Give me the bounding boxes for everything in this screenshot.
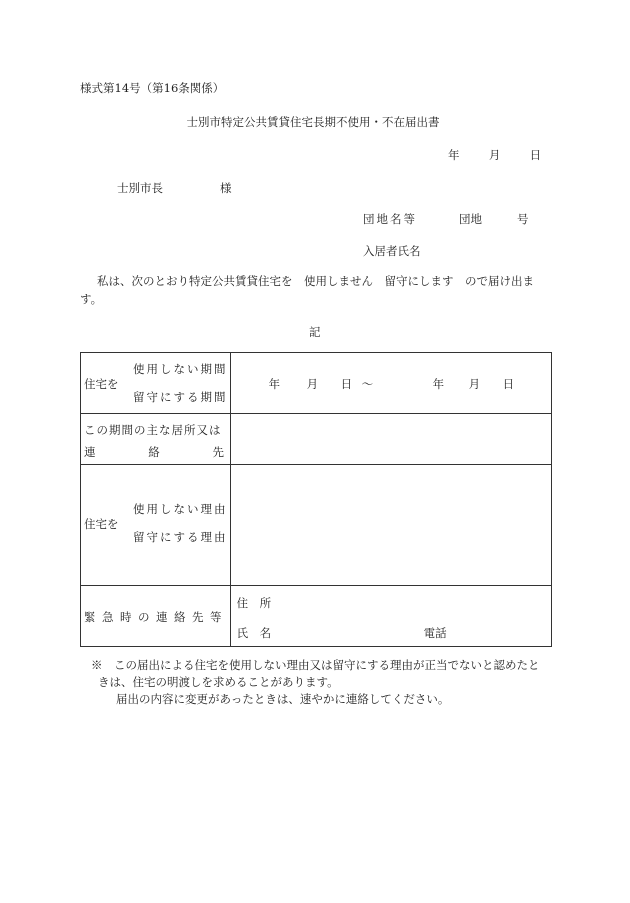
day-label: 日 [529, 148, 542, 162]
table-row-period [81, 353, 552, 414]
address-label [363, 211, 415, 227]
footnote-line-2: きは、住宅の明渡しを求めることがあります。 [98, 675, 339, 689]
residence-label-line2: 連 絡 先 [84, 445, 224, 459]
end-day-label: 日 [502, 377, 515, 391]
go-label: 号 [517, 212, 529, 226]
address-label-text: 団 地 名 等 [363, 212, 415, 226]
residence-label-cell [81, 414, 231, 465]
title-text: 士別市特定公共賃貸住宅長期不使用・不在届出書 [186, 115, 440, 129]
residence-label-line1: この期間の主な居所又は [84, 423, 222, 437]
document-title [0, 114, 630, 130]
end-year-label: 年 [432, 377, 445, 391]
emergency-name-label: 氏 名 [236, 626, 272, 640]
reason-label-cell [81, 465, 231, 586]
danchi-label: 団地 [459, 212, 482, 226]
period-label-cell [81, 353, 231, 414]
year-label: 年 [448, 148, 460, 162]
table-row-reason [81, 465, 552, 586]
emergency-address-label: 住 所 [236, 596, 272, 610]
body-line-2: す。 [80, 292, 103, 306]
absent-period-option: 留守にする期間 [133, 390, 228, 404]
footnote [80, 657, 555, 708]
residence-value-cell[interactable] [230, 414, 551, 465]
form-number: 様式第14号（第16条関係） [80, 81, 225, 95]
date-line [448, 147, 541, 163]
range-separator: ～ [361, 377, 374, 391]
start-day-label: 日 [340, 377, 353, 391]
emergency-value-cell[interactable] [230, 586, 551, 647]
jutaku-label: 住宅を [84, 377, 119, 391]
emergency-phone-label: 電話 [423, 626, 447, 640]
body-line-1: 私は、次のとおり特定公共賃貸住宅を 使用しません 留守にします ので届け出ま [97, 274, 534, 288]
unused-period-option: 使用しない期間 [133, 362, 228, 376]
absent-reason-option: 留守にする理由 [133, 530, 228, 544]
month-label: 月 [488, 148, 501, 162]
jutaku-label-2: 住宅を [84, 517, 119, 531]
resident-name-label: 入居者氏名 [363, 244, 421, 258]
addressee-suffix: 様 [220, 181, 232, 195]
addressee: 士別市長 [117, 181, 163, 195]
start-month-label: 月 [306, 377, 319, 391]
table-row-emergency [81, 586, 552, 647]
end-month-label: 月 [468, 377, 481, 391]
reason-value-cell[interactable] [230, 465, 551, 586]
start-year-label: 年 [268, 377, 281, 391]
emergency-label-cell [81, 586, 231, 647]
emergency-contact-label: 緊急時の連絡先等 [84, 610, 228, 624]
notice-table [80, 352, 552, 647]
footnote-line-3: 届出の内容に変更があったときは、速やかに連絡してください。 [116, 692, 450, 706]
table-row-residence [81, 414, 552, 465]
period-value-cell[interactable] [230, 353, 551, 414]
footnote-line-1: ※ この届出による住宅を使用しない理由又は留守にする理由が正当でないと認めたと [91, 658, 540, 672]
ki-heading: 記 [309, 325, 321, 339]
unused-reason-option: 使用しない理由 [133, 502, 228, 516]
